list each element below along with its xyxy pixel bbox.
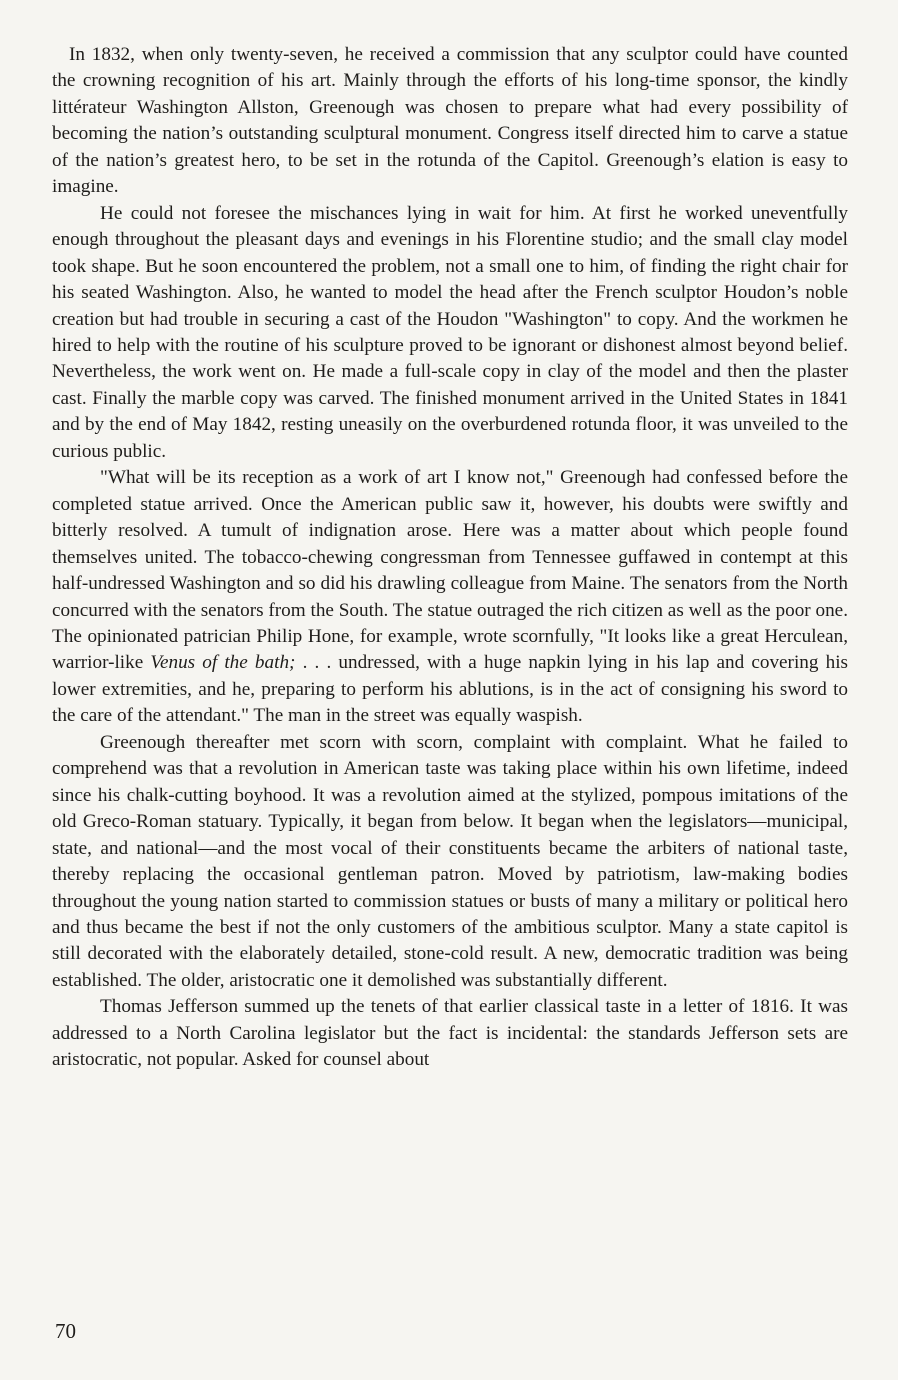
paragraph-reception xyxy=(52,465,848,730)
paragraph-text: In 1832, when only twenty-seven, he received a commission that any sculptor could have counted the crowning recognition of his art. Mainly through the efforts of his long-time sponsor, the kindly littérateur Washington Allston, Greenough was chosen to prepare what had every possibility of becoming the nation’s outstanding sculptural monument. Congress itself directed him to carve a statue of the nation’s greatest hero, to be set in the rotunda of the Capitol. Greenough’s elation is easy to imagine. xyxy=(52,44,848,198)
paragraph-text: He could not foresee the mischances lying in wait for him. At first he worked uneventfully enough throughout the pleasant days and evenings in his Florentine studio; and the small clay model took shape. But he soon encountered the problem, not a small one to him, of finding the right chair for his seated Washington. Also, he wanted to model the head after the French sculptor Houdon’s noble creation but had trouble in securing a cast of the Houdon "Washington" to copy. And the workmen he hired to help with the routine of his sculpture proved to be ignorant or dishonest almost beyond belief. Nevertheless, the work went on. He made a full-scale copy in clay of the model and then the plaster cast. Finally the marble copy was carved. The finished monument arrived in the United States in 1841 and by the end of May 1842, resting uneasily on the overburdened rotunda floor, it was unveiled to the curious public. xyxy=(52,202,848,462)
paragraph-text: Greenough thereafter met scorn with scorn, complaint with complaint. What he failed to comprehend was that a revolution in American taste was taking place within his own lifetime, indeed since his chalk-cutting boyhood. It was a revolution aimed at the stylized, pompous imitations of the old Greco-Roman statuary. Typically, it began from below. It began when the legislators—municipal, state, and national—and the most vocal of their constituents became the arbiters of national taste, thereby replacing the occasional gentleman patron. Moved by patriotism, law-making bodies throughout the young nation started to commission statues or busts of many a military or political hero and thus became the best if not the only customers of the ambitious sculptor. Many a state capitol is still decorated with the elaborately detailed, stone-cold result. A new, democratic tradition was being established. The older, aristocratic one it demolished was substantially different. xyxy=(52,731,848,991)
page-number: 70 xyxy=(55,1319,76,1343)
paragraph-text: "What will be its reception as a work of art I know not," Greenough had confessed before the completed statue arrived. Once the American public saw it, however, his doubts were swiftly and bitterly resolved. A tumult of indignation arose. Here was a matter about which people found themselves united. The tobacco-chewing congressman from Tennessee guffawed in contempt at this half-undressed Washington and so did his drawling colleague from Maine. The senators from the North concurred with the senators from the South. The statue outraged the rich citizen as well as the poor one. The opinionated patrician Philip Hone, for example, wrote scornfully, "It looks like a great Herculean, warrior-like xyxy=(52,467,848,674)
paragraph-text-continued: . . . undressed, with a huge napkin lying in his lap and covering his lower extremities, and he, preparing to perform his ablutions, is in the act of consigning his sword to the care of the attendant." The man in the street was equally waspish. xyxy=(52,652,848,727)
paragraph-text: Thomas Jefferson summed up the tenets of that earlier classical taste in a letter of 1816. It was addressed to a North Carolina legislator but the fact is incidental: the standards Jefferson sets are aristocratic, not popular. Asked for counsel about xyxy=(52,996,848,1071)
page-body xyxy=(52,42,848,1074)
paragraph-jefferson xyxy=(52,994,848,1073)
paragraph-commission xyxy=(52,42,848,201)
italic-title: Venus of the bath; xyxy=(150,652,296,674)
paragraph-revolution xyxy=(52,730,848,995)
paragraph-mischances xyxy=(52,201,848,466)
